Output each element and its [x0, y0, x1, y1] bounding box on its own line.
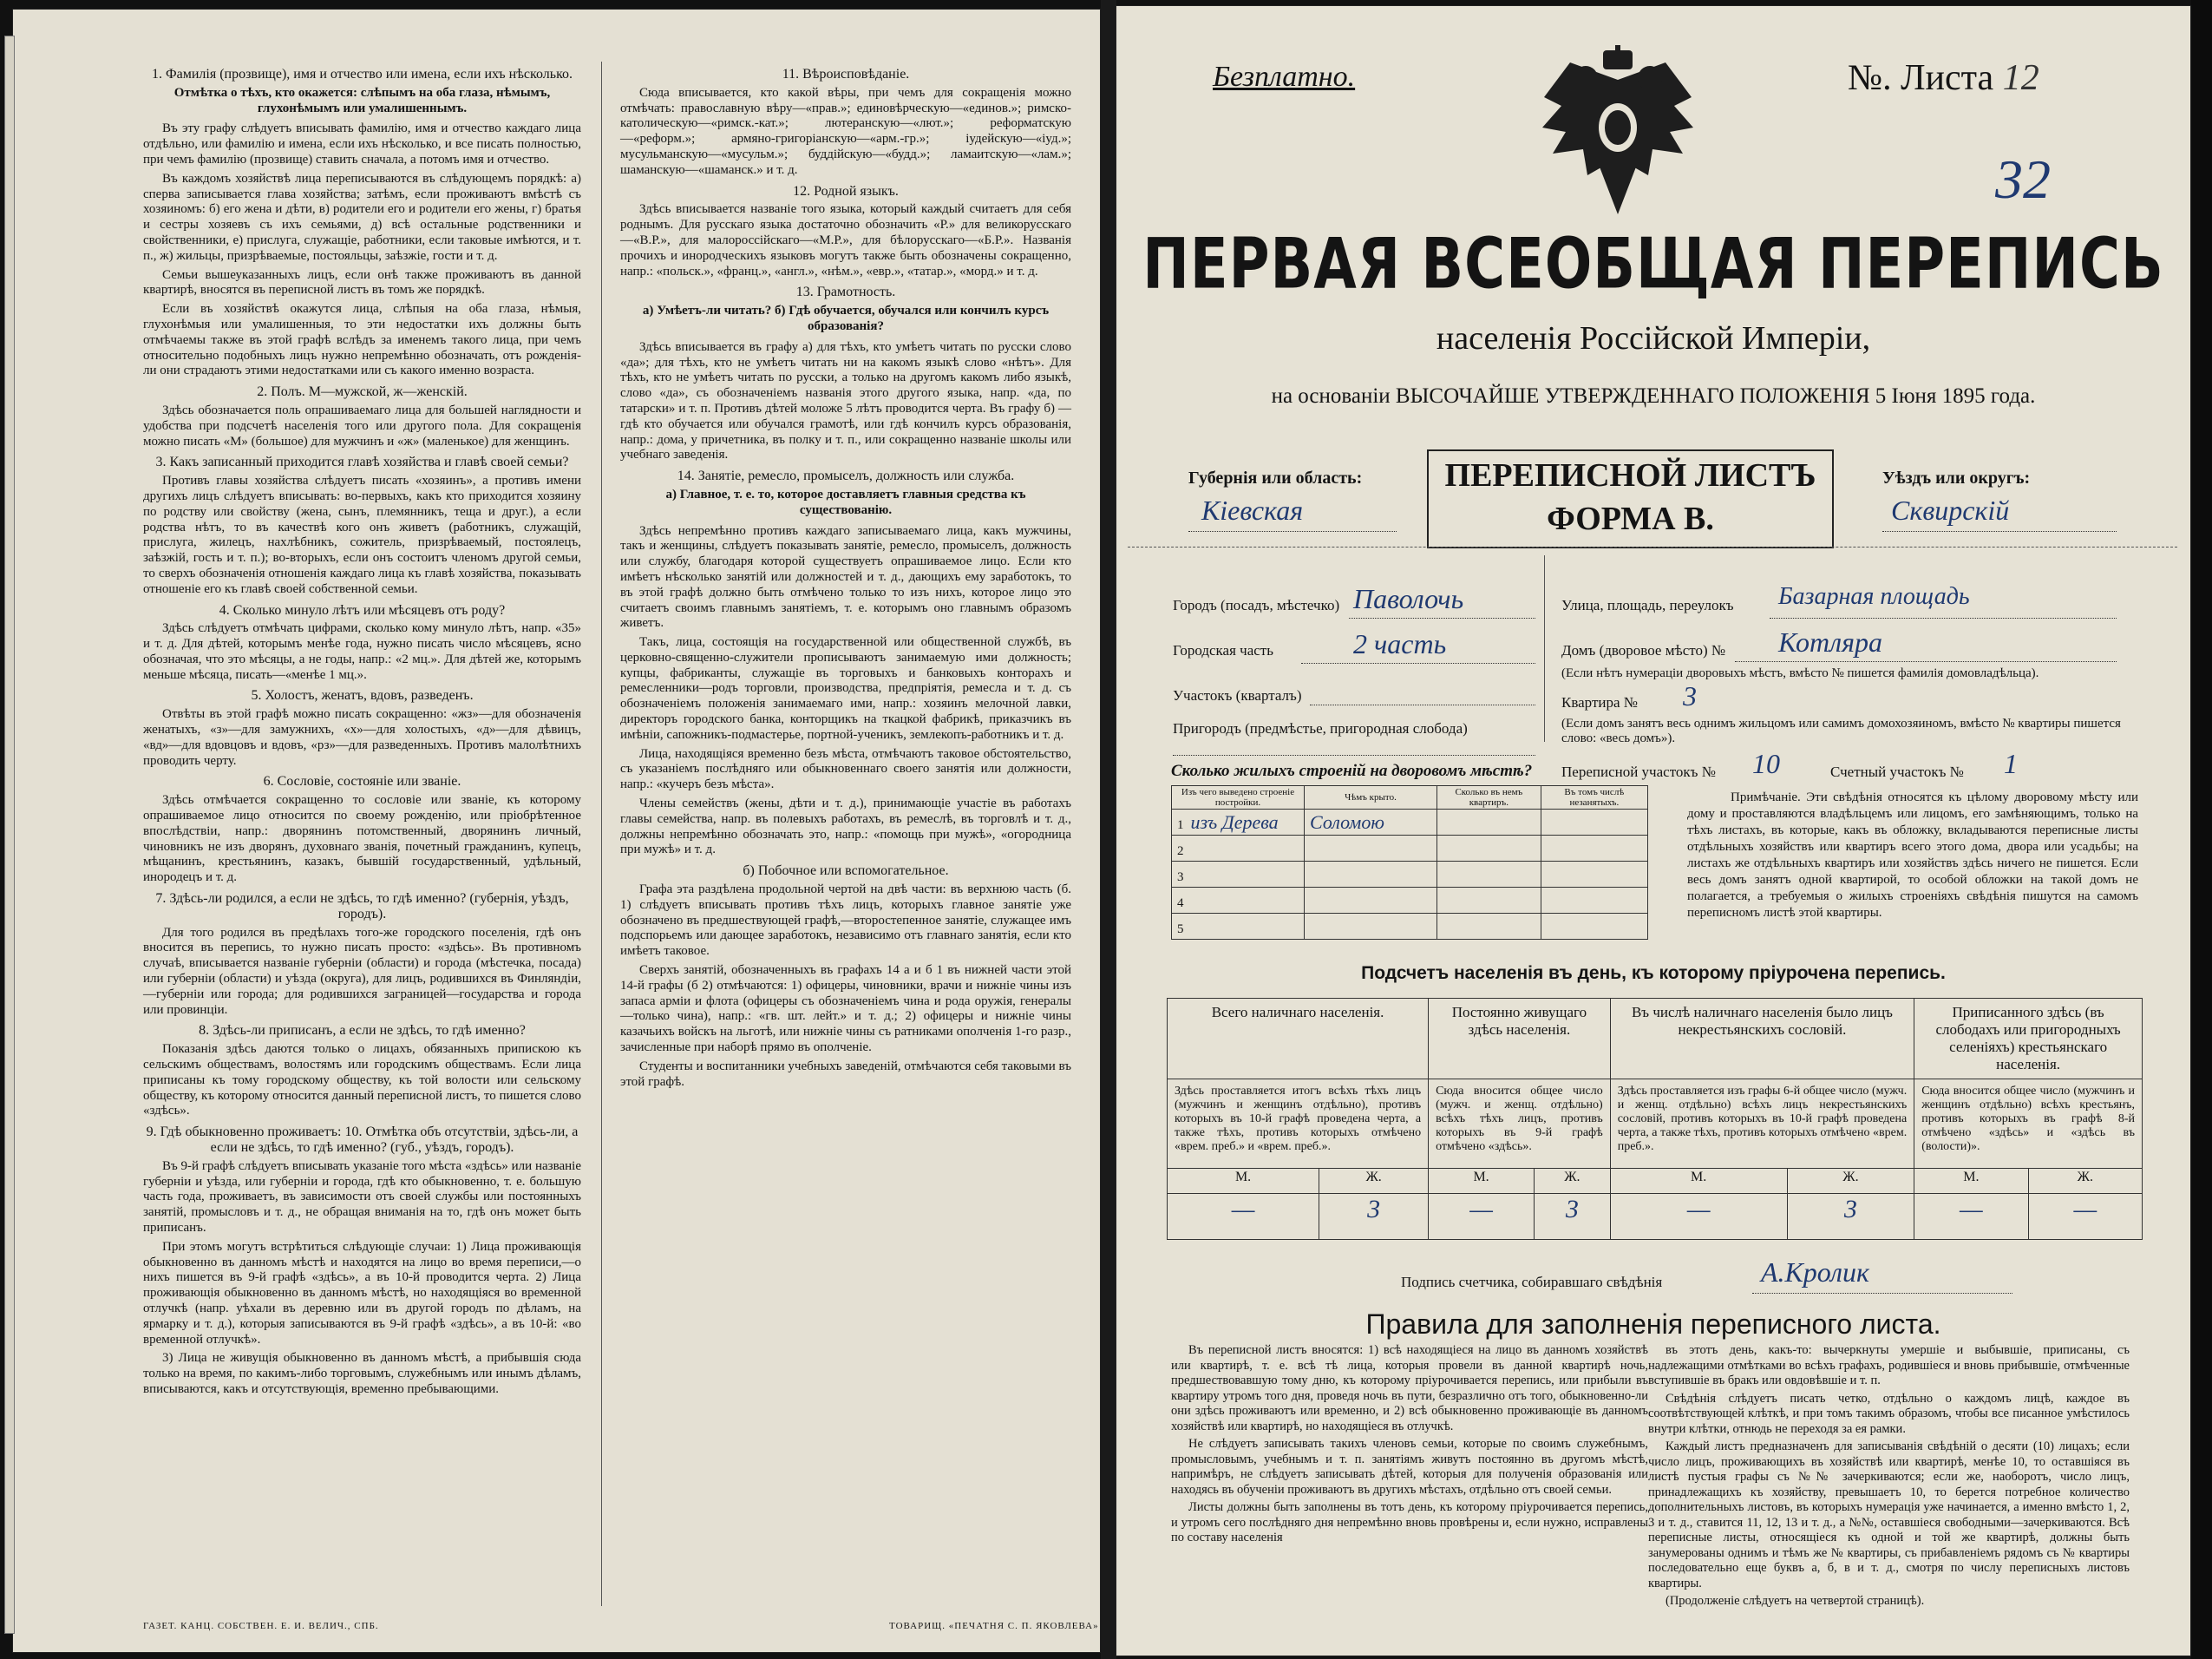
census-title: ПЕРВАЯ ВСЕОБЩАЯ ПЕРЕПИСЬ: [1142, 224, 2164, 305]
section-heading: 13. Грамотность.: [795, 285, 896, 300]
buildings-cell-material: [1172, 836, 1305, 862]
male-label: М.: [1914, 1169, 2028, 1194]
buildings-cell-roof: [1305, 862, 1437, 888]
instruction-paragraph: Если въ хозяйствѣ окажутся лица, слѣпыя на оба глаза, нѣмыя, глухонѣмыя или умалишенныя, то эти недостатки ихъ должны быть отмѣчаемы также въ этой графѣ вслѣдъ за именемъ такого лица, при чемъ относительно подобныхъ лицъ нужно непремѣнно обозначать, отъ рожденія-ли они страдаютъ этими недостатками или съ какого именно возраста.: [143, 302, 581, 378]
female-label: Ж.: [1787, 1169, 1914, 1194]
buildings-row: [1172, 862, 1648, 888]
buildings-cell-vacant: [1541, 836, 1647, 862]
census-desc: Здѣсь проставляется итогъ всѣхъ тѣхъ лицъ (мужчинъ и женщинъ отдѣльно), противъ которыхъ въ 10-й графѣ проведена черта, а также тѣхъ, противъ которыхъ отмѣчено «врем. преб.» и «врем. преб.».: [1168, 1079, 1429, 1169]
form-title: ПЕРЕПИСНОЙ ЛИСТЪ: [1444, 457, 1816, 494]
buildings-header-row: [1172, 786, 1648, 810]
census-mf-row: [1168, 1169, 2143, 1194]
instruction-paragraph: Графа эта раздѣлена продольной чертой на двѣ части: въ верхнюю часть (б. 1) слѣдуетъ вписывать противъ тѣхъ лицъ, которыхъ главное занятіе уже обозначено въ предшествующей графѣ,—второстепенное занятіе, служащее имъ подспорьемъ или дающее заработокъ, независимо отъ главнаго занятія, если кто имѣетъ таковое.: [620, 882, 1071, 959]
instruction-paragraph: Показанія здѣсь даются только о лицахъ, обязанныхъ припискою къ сельскимъ обществамъ, волостямъ или городскимъ обществамъ. Если лица приписаны къ тому городскому обществу, къ той волости или сельскому обществу, къ которому относится данный переписной листъ, то пишется слово «здѣсь».: [143, 1042, 581, 1118]
book-spine: [1101, 0, 1116, 1659]
ulica-line: [1770, 618, 2117, 619]
census-values-row: [1168, 1194, 2143, 1240]
row-number: 4: [1177, 895, 1184, 910]
instruction-paragraph: Члены семействъ (жены, дѣти и т. д.), принимающіе участіе въ работахъ главы семейства, напр. въ полевыхъ работахъ, въ ремеслѣ, въ торговлѣ и т. д., должны непремѣнно обозначать это, напр.: «помощь при мужѣ», «огородница при мужѣ» и т. д.: [620, 797, 1071, 857]
census-count-value: —: [1168, 1194, 1319, 1240]
buildings-row: [1172, 888, 1648, 914]
instructions-column-2: [620, 62, 1071, 1093]
section-heading: 6. Сословіе, состояніе или званіе.: [263, 774, 461, 790]
instruction-paragraph: Здѣсь обозначается поль опрашиваемаго лица для большей наглядности и удобства при подсчетѣ населенія того или другого пола. Для сокращенія можно писать «М» (большое) для мужчинъ и «ж» (маленькое) для женщинъ.: [143, 403, 581, 449]
section-subheading: а) Умѣетъ-ли читать? б) Гдѣ обучается, обучался или кончилъ курсъ образованія?: [642, 304, 1050, 333]
instruction-paragraph: Въ каждомъ хозяйствѣ лица переписываются въ слѣдующемъ порядкѣ: а) сперва записывается глава хозяйства; затѣмъ, если проживаютъ вмѣстѣ съ хозяиномъ: б) его жена и дѣти, в) родители его и родители его жены, г) братья и сестры хозяевъ съ ихъ семьями, д) всѣ остальные родственники и свойственники, е) прислуга, служащіе, работники, если таковые имѣются, и т. п., ж) жильцы, призрѣваемые, постояльцы, заѣзжіе, гости и т. д.: [143, 171, 581, 263]
instruction-paragraph: Лица, находящіяся временно безъ мѣста, отмѣчаютъ таковое обстоятельство, съ указаніемъ послѣдняго или обыкновеннаго своего занятія или должности, напр.: «кучеръ безъ мѣста».: [620, 746, 1071, 792]
male-label: М.: [1610, 1169, 1787, 1194]
census-count-value: —: [2028, 1194, 2142, 1240]
perep-uch-value: 10: [1752, 748, 1780, 779]
instruction-paragraph: Въ эту графу слѣдуетъ вписывать фамилію, имя и отчество каждаго лица отдѣльно, или фамилію и имена, если ихъ нѣсколько, и все писать полностью, при чемъ фамилію (прозвище) ставить сначала, а потомъ имя и отчество.: [143, 121, 581, 167]
instruction-paragraph: Студенты и воспитанники учебныхъ заведеній, отмѣчаются себя таковыми въ этой графѣ.: [620, 1059, 1071, 1089]
buildings-cell-apartments: [1437, 862, 1541, 888]
census-count-table: [1167, 998, 2143, 1240]
female-label: Ж.: [1319, 1169, 1429, 1194]
chast-label: Городская часть: [1173, 642, 1273, 659]
female-label: Ж.: [1535, 1169, 1611, 1194]
instruction-paragraph: Такъ, лица, состоящія на государственной или общественной службѣ, въ церковно-священно-служители прописываютъ занимаемую ими должность; купцы, фабриканты, служащіе въ торговыхъ и банковыхъ конторахъ и ремесленники—родъ торговли, производства, предпріятія, ремесла и т. д. съ обозначеніемъ положенія занимаемаго ими, напр.: хозяинъ мелочной лавки, директоръ городского банка, конторщикъ на ткацкой фабрикѣ, приказчикъ въ имѣніи, сапожникъ-подмастерье, портной-ученикъ, землекопъ-работникъ и т. д.: [620, 635, 1071, 742]
census-col-peasant: Приписанного здѣсь (въ слободахъ или пригородныхъ селеніяхъ) крестьянскаго населенія.: [1914, 999, 2143, 1079]
buildings-cell-roof: Соломою: [1305, 810, 1437, 836]
buildings-row: [1172, 914, 1648, 940]
rules-column-1: [1171, 1343, 1648, 1549]
chast-line: [1301, 663, 1535, 664]
rule-paragraph: Свѣдѣнія слѣдуетъ писать четко, отдѣльно о каждомъ лицѣ, каждое въ соотвѣтствующей клѣткѣ, и при томъ такимъ образомъ, чтобы все писанное умѣстилось внутри клѣтки, отнюдь не переходя за ея рамки.: [1648, 1391, 2130, 1436]
address-divider: [1128, 547, 2177, 548]
section-heading: 1. Фамилія (прозвище), имя и отчество или имена, если ихъ нѣсколько.: [151, 67, 573, 82]
instruction-paragraph: Здѣсь вписывается въ графу а) для тѣхъ, кто умѣетъ читать по русски слово «да»; для тѣхъ, кто не умѣетъ читать ни на какомъ языкѣ слово «нѣтъ». Для тѣхъ, кто не умѣетъ читать по русски, а только на другомъ какомъ либо языкѣ, слово «да», съ обозначеніемъ названія этого другого языка, напр. «да, по татарски» и т. п. Противъ дѣтей моложе 5 лѣтъ проводится черта. Въ графу б) — гдѣ кто обучается или обучался грамотѣ, или гдѣ кончилъ курсъ образованія, напр.: дома, у причетника, въ полку и т. п., или сокращенно названіе школы или учебнаго заведенія.: [620, 339, 1071, 462]
signature-value: А.Кролик: [1761, 1256, 1869, 1288]
printer-imprint-left: ГАЗЕТ. КАНЦ. СОБСТВЕН. Е. И. ВЕЛИЧ., СПБ.: [143, 1621, 379, 1631]
instruction-paragraph: Здѣсь отмѣчается сокращенно то сословіе или званіе, къ которому опрашиваемое лицо относится по своему рожденію, или пріобрѣтенное впослѣдствіи, напр.: дворянинъ потомственный, дворянинъ личный, чиновникъ не изъ дворянъ, духовнаго званія, почетный гражданинъ, купецъ, мѣщанинъ, крестьянинъ, казакъ, бывшій государственный, удѣльный, инородецъ и т. д.: [143, 793, 581, 885]
census-desc: Сюда вносится общее число (мужчинъ и женщинъ отдѣльно) всѣхъ крестьянъ, противъ которыхъ въ графѣ 8-й отмѣчено «здѣсь» и «здѣсь въ (волости)».: [1914, 1079, 2143, 1169]
census-col-nonpeasant: Въ числѣ наличнаго населенія было лицъ некрестьянскихъ сословій.: [1610, 999, 1914, 1079]
material-value: изъ Дерева: [1190, 810, 1279, 833]
section-heading: 8. Здѣсь-ли приписанъ, а если не здѣсь, то гдѣ именно?: [199, 1023, 526, 1039]
uezd-label: Уѣздъ или округъ:: [1882, 469, 2031, 488]
census-count-value: —: [1429, 1194, 1535, 1240]
buildings-cell-material: [1172, 888, 1305, 914]
signature-label: Подпись счетчика, собиравшаго свѣдѣнія: [1401, 1274, 1663, 1290]
buildings-col-roof: Чѣмъ крыто.: [1305, 786, 1437, 810]
row-number: 3: [1177, 869, 1184, 884]
prigorod-label: Пригородъ (предмѣстье, пригородная слобода): [1173, 720, 1468, 737]
gorod-value: Паволочь: [1353, 583, 1464, 614]
census-count-value: —: [1914, 1194, 2028, 1240]
perep-uch-label: Переписной участокъ №: [1561, 764, 1716, 780]
buildings-question: Сколько жилыхъ строеній на дворовомъ мѣстѣ?: [1171, 762, 1533, 780]
census-count-value: 3: [1787, 1194, 1914, 1240]
buildings-cell-roof: [1305, 888, 1437, 914]
uchastok-label: Участокъ (кварталъ): [1173, 687, 1302, 704]
census-desc: Здѣсь проставляется изъ графы 6-й общее число (мужч. и женщ. отдѣльно) всѣхъ лицъ некрестьянскихъ сословій, противъ которыхъ въ 10-й графѣ проведена черта, а также тѣхъ, противъ которыхъ отмѣчено «врем. преб.».: [1610, 1079, 1914, 1169]
instruction-paragraph: Семьи вышеуказанныхъ лицъ, если онѣ также проживаютъ въ данной квартирѣ, вносятся въ переписной листъ въ томъ же порядкѣ.: [143, 267, 581, 298]
address-vertical-divider: [1544, 555, 1545, 742]
buildings-col-apartments: Сколько въ немъ квартиръ.: [1437, 786, 1541, 810]
buildings-col-vacant: Въ томъ числѣ незанятыхъ.: [1541, 786, 1647, 810]
buildings-cell-apartments: [1437, 888, 1541, 914]
census-count-value: 3: [1319, 1194, 1429, 1240]
kv-label: Квартира №: [1561, 694, 1639, 711]
signature-line: [1752, 1293, 2012, 1294]
guberniya-label: Губернія или область:: [1188, 469, 1363, 488]
prigorod-line: [1173, 755, 1535, 756]
dom-label: Домъ (дворовое мѣсто) №: [1561, 642, 1726, 659]
census-decree: на основаніи ВЫСОЧАЙШЕ УТВЕРЖДЕННАГО ПОЛОЖЕНІЯ 5 Іюня 1895 года.: [1271, 384, 2036, 408]
ulica-label: Улица, площадь, переулокъ: [1561, 597, 1734, 613]
census-col-present: Всего наличнаго населенія.: [1168, 999, 1429, 1079]
sheet-number-label: №. Листа: [1848, 58, 1994, 98]
census-desc-row: [1168, 1079, 2143, 1169]
female-label: Ж.: [2028, 1169, 2142, 1194]
section-heading: 12. Родной языкъ.: [793, 183, 899, 199]
instruction-paragraph: Противъ главы хозяйства слѣдуетъ писать «хозяинъ», а противъ имени другихъ лицъ слѣдуетъ вписывать: во-первыхъ, какъ кто приходится хозяину по родству или свойству (жена, сынъ, племянникъ, теща и друг.), а если родства нѣтъ, то въ качествѣ кого онъ живетъ (работникъ, служащій, прислуга, жилецъ, нахлѣбникъ, сожитель, призрѣваемый, постоялецъ, заѣзжій, гость и т. п.); во-вторыхъ, если онъ состоитъ членомъ другой семьи, то сверхъ обозначенія отношенія каждаго лица къ главѣ хозяйства, показывать отношеніе его къ главѣ своей собственной семьи.: [143, 474, 581, 596]
census-subtitle: населенія Россійской Имперіи,: [1436, 320, 1871, 357]
guberniya-line: [1188, 531, 1397, 532]
dom-line: [1735, 661, 2117, 662]
sheet-number-value: 12: [2002, 58, 2039, 98]
buildings-row: [1172, 810, 1648, 836]
buildings-col-material: Изъ чего выведено строеніе постройки.: [1172, 786, 1305, 810]
dom-note: (Если нѣтъ нумераціи дворовыхъ мѣстъ, вмѣсто № пишется фамилія домовладѣльца).: [1561, 666, 2039, 680]
section-heading: 9. Гдѣ обыкновенно проживаетъ: 10. Отмѣтка объ отсутствіи, здѣсь-ли, а если не здѣсь, то гдѣ именно? (губ., уѣздъ, городъ).: [146, 1125, 579, 1155]
buildings-row: [1172, 836, 1648, 862]
buildings-cell-material: [1172, 914, 1305, 940]
chast-value: 2 часть: [1353, 628, 1447, 659]
section-heading: 14. Занятіе, ремесло, промыселъ, должность или служба.: [677, 469, 1015, 484]
handwritten-page-number: 32: [1995, 148, 2051, 210]
left-page: [12, 9, 1101, 1653]
double-headed-eagle-icon: [1535, 45, 1700, 219]
buildings-cell-vacant: [1541, 862, 1647, 888]
form-type: ФОРМА В.: [1547, 501, 1714, 537]
rules-title: Правила для заполненія переписного листа.: [1365, 1308, 1941, 1340]
row-number: 2: [1177, 843, 1184, 858]
free-of-charge-label: Безплатно.: [1213, 61, 1356, 93]
schet-uch-value: 1: [2004, 748, 2018, 779]
buildings-cell-roof: [1305, 836, 1437, 862]
instruction-paragraph: Сюда вписывается, кто какой вѣры, при чемъ для сокращенія можно отмѣчать: православную вѣру—«прав.»; единовѣрческую—«единов.»; римско-католическую—«римск.-кат.»; лютеранскую—«лют.»; реформатскую—«реформ.»; армяно-григоріанскую—«арм.-гр.»; іудейскую—«іуд.»; мусульманскую—«мусульм.»; буддійскую—«будд.»; ламаитскую—«лам.»; шаманскую—«шаманск.» и т. д.: [620, 85, 1071, 177]
section-heading: 11. Вѣроисповѣданіе.: [782, 67, 910, 82]
rule-paragraph: (Продолженіе слѣдуетъ на четвертой страницѣ).: [1666, 1594, 1925, 1608]
kv-note: (Если домъ занятъ весь однимъ жильцомъ или самимъ домохозяиномъ, вмѣсто № квартиры пишется слово: «весь домъ»).: [1561, 717, 2121, 745]
section-subheading: Отмѣтка о тѣхъ, кто окажется: слѣпымъ на оба глаза, нѣмымъ, глухонѣмымъ или умалишеннымъ.: [173, 85, 551, 115]
buildings-cell-vacant: [1541, 914, 1647, 940]
buildings-cell-roof: [1305, 914, 1437, 940]
gorod-line: [1349, 618, 1535, 619]
instruction-paragraph: Здѣсь вписывается названіе того языка, который каждый считаетъ для себя роднымъ. Для русскаго языка достаточно обозначить «Р.» для великорусскаго—«В.Р.», для малороссійскаго—«М.Р.», для бѣлорусскаго—«Б.Р.». Названія прочихъ и инородческихъ языковъ могутъ также быть обозначены сокращенно, напр.: «польск.», «франц.», «англ.», «нѣм.», «евр.», «татар.», «морд.» и т. д.: [620, 202, 1071, 279]
instruction-paragraph: 3) Лица не живущія обыкновенно въ данномъ мѣстѣ, а прибывшія сюда только на время, по какимъ-либо торговымъ, служебнымъ или инымъ дѣламъ, вписываются, какъ и отсутствующія, временно пребывающими.: [143, 1351, 581, 1396]
census-count-value: 3: [1535, 1194, 1611, 1240]
column-divider: [601, 62, 602, 1606]
instructions-column-1: [143, 62, 581, 1401]
section-subheading: а) Главное, т. е. то, которое доставляетъ главныя средства къ существованію.: [665, 487, 1026, 517]
row-number: 1: [1177, 817, 1184, 832]
buildings-cell-material: [1172, 810, 1305, 836]
row-number: 5: [1177, 921, 1184, 936]
male-label: М.: [1429, 1169, 1535, 1194]
buildings-cell-apartments: [1437, 836, 1541, 862]
dom-value: Котляра: [1778, 626, 1882, 658]
section-heading: б) Побочное или вспомогательное.: [743, 863, 949, 879]
buildings-note: Примѣчаніе. Эти свѣдѣнія относятся къ цѣлому дворовому мѣсту или дому и проставляются владѣльцемъ или лицомъ, его замѣняющимъ, только на тѣхъ листахъ, въ которые, какъ въ обложку, вкладываются переписные листы отдѣльныхъ хозяйствъ или квартиръ всего этого дома, двора или усадьбы; на листахъ же отдѣльныхъ квартиръ или хозяйствъ здѣсь ничего не пишется. Если весь домъ занятъ одной квартирой, то особой обложки на такой домъ не полагается, а требуемыя о жилыхъ строеніяхъ свѣдѣнія пишутся на самомъ переписномъ листѣ этой квартиры.: [1687, 790, 2138, 920]
section-heading: 5. Холостъ, женатъ, вдовъ, разведенъ.: [251, 688, 474, 704]
instruction-paragraph: Для того родился въ предѣлахъ того-же городского поселенія, гдѣ онъ вносится въ перепись, то нужно писать просто: «здѣсь». Въ противномъ случаѣ, вписывается названіе губерніи (области) и города (мѣстечка, посада) или губерніи (области) и уѣзда (округа), для лицъ, родившихся въ Финляндіи,—губерніи или города; для родившихся заграницей—государства и города или провинціи.: [143, 925, 581, 1017]
ulica-value: Базарная площадь: [1778, 583, 1970, 610]
census-desc: Сюда вносится общее число (мужч. и женщ. отдѣльно) всѣхъ тѣхъ лицъ, противъ которыхъ въ 9-й графѣ отмѣчено «здѣсь».: [1429, 1079, 1611, 1169]
page-edge: [4, 36, 15, 1634]
census-header-row: [1168, 999, 2143, 1079]
scan-border: [2191, 0, 2212, 1659]
form-box: [1427, 449, 1834, 548]
rules-column-2: [1648, 1343, 2130, 1612]
section-heading: 2. Полъ. М—мужской, ж—женскій.: [257, 384, 468, 400]
schet-uch-label: Счетный участокъ №: [1830, 764, 1964, 780]
rule-paragraph: Не слѣдуетъ записывать такихъ членовъ семьи, которые по своимъ служебнымъ, промысловымъ, учебнымъ и т. п. занятіямъ живутъ постоянно въ другомъ мѣстѣ, напримѣръ, не слѣдуетъ записывать дѣтей, которыя для полученія образованія или находясь въ обученіи проживаютъ въ другихъ мѣстахъ, отдѣльно отъ своей семьи.: [1171, 1437, 1648, 1497]
printer-imprint-right: ТОВАРИЩ. «ПЕЧАТНЯ С. П. ЯКОВЛЕВА»: [889, 1621, 1099, 1631]
uezd-value: Сквирскій: [1891, 495, 2010, 526]
census-count-value: —: [1610, 1194, 1787, 1240]
kv-value: 3: [1683, 680, 1697, 711]
rule-paragraph: Въ переписной листъ вносятся: 1) всѣ находящіеся на лицо въ данномъ хозяйствѣ или квартирѣ, т. е. всѣ тѣ лица, которыя провели въ данной квартирѣ ночь, предшествовавшую тому дню, къ которому пріурочивается перепись, или прибыли въ квартиру утромъ того дня, проведя ночь въ пути, безразлично отъ того, обыкновенно-ли они здѣсь проживаютъ или временно, и 2) всѣ обыкновенно проживающіе въ данномъ хозяйствѣ или квартирѣ, но находящіеся въ отлучкѣ.: [1171, 1343, 1648, 1433]
male-label: М.: [1168, 1169, 1319, 1194]
sheet-number: [1848, 57, 2039, 99]
section-heading: 4. Сколько минуло лѣтъ или мѣсяцевъ отъ роду?: [219, 602, 506, 618]
buildings-cell-apartments: [1437, 810, 1541, 836]
instruction-paragraph: Въ 9-й графѣ слѣдуетъ вписывать указаніе того мѣста «здѣсь» или названіе губерніи и уѣзда, или губерніи и города, гдѣ кто обыкновенно, т. е. большую часть года, проживаетъ, въ зависимости отъ своей службы или постоянныхъ занятій, промысловъ и т. д., не обращая вниманія на то, гдѣ онъ может быть приписанъ.: [143, 1158, 581, 1235]
rule-paragraph: въ этотъ день, какъ-то: вычеркнуты умершіе и выбывшіе, приписаны, съ надлежащими отмѣтками во всѣхъ графахъ, родившіеся и вновь прибывшіе, отмѣченные вступившіе въ бракъ или овдовѣвшіе и т. п.: [1648, 1343, 2130, 1387]
gorod-label: Городъ (посадъ, мѣстечко): [1173, 597, 1340, 613]
instruction-paragraph: Здѣсь непремѣнно противъ каждаго записываемаго лица, какъ мужчины, такъ и женщины, слѣдуетъ показывать занятіе, ремесло, промыселъ, должность или службу, благодаря которой существуетъ опрашиваемое лицо. Если кто имѣетъ нѣсколько занятій или должностей и т. д., дающихъ ему заработокъ, то въ этой графѣ должно быть отмѣчено только то изъ нихъ, которое лицо это считаетъ своимъ главнымъ занятіемъ, т. е. которымъ оно главнымъ образомъ живетъ.: [620, 523, 1071, 631]
instruction-paragraph: Отвѣты въ этой графѣ можно писать сокращенно: «жз»—для обозначенія женатыхъ, «з»—для замужнихъ, «х»—для холостыхъ, «д»—для дѣвицъ, «вд»—для вдовцовъ и вдовъ, «рз»—для разведенныхъ. Противъ малолѣтнихъ проводить черту.: [143, 707, 581, 768]
buildings-table: [1171, 785, 1648, 940]
buildings-cell-vacant: [1541, 810, 1647, 836]
section-heading: 7. Здѣсь-ли родился, а если не здѣсь, то гдѣ именно? (губернія, уѣздъ, городъ).: [155, 891, 569, 921]
section-heading: 3. Какъ записанный приходится главѣ хозяйства и главѣ своей семьи?: [155, 455, 569, 470]
instruction-paragraph: При этомъ могутъ встрѣтиться слѣдующіе случаи: 1) Лица проживающія обыкновенно въ данномъ мѣстѣ и находятся на лицо во время переписи,—о нихъ пишется въ 9-й графѣ «здѣсь», а въ 10-й проводится черта. 2) Лица проживающія обыкновенно въ данномъ мѣстѣ, но находящіяся во временной отлучкѣ (напр. уѣхали въ деревню или въ другой городъ по дѣламъ, на ярмарку и т. д.), которыя записываются въ 9-й графѣ «здѣсь», а въ 10-й: «во временной отлучкѣ».: [143, 1239, 581, 1347]
rule-paragraph: Листы должны быть заполнены въ тотъ день, къ которому пріурочивается перепись, и утромъ сего послѣдняго дня непремѣнно вновь провѣрены и, если нужно, исправлены по составу населенія: [1171, 1500, 1648, 1544]
buildings-cell-apartments: [1437, 914, 1541, 940]
uezd-line: [1882, 531, 2117, 532]
buildings-cell-material: [1172, 862, 1305, 888]
instruction-paragraph: Здѣсь слѣдуетъ отмѣчать цифрами, сколько кому минуло лѣтъ, напр. «35» и т. д. Для дѣтей, которымъ менѣе года, нужно писать число мѣсяцевъ, ясно обозначая, что это мѣсяцы, а не годы, напр.: «2 мц.». Для дѣтей же, которымъ меньше мѣсяца, писать—«менѣе 1 мц.».: [143, 621, 581, 682]
instruction-paragraph: Сверхъ занятій, обозначенныхъ въ графахъ 14 а и б 1 въ нижней части этой 14-й графы (б 2) отмѣчаются: 1) офицеры, чиновники, врачи и нижніе чины изъ запаса арміи и флота (офицеры съ обозначеніемъ чина и рода оружія, генералы—только чина), напр.: «гв. шт. лейт.» и т. д.; 2) офицеры и нижніе чины казачьихъ войскъ на льготѣ, или нижніе чины съ ратниками ополченія 1-го разр., зачисленные при наборѣ прямо въ ополченіе.: [620, 963, 1071, 1055]
guberniya-value: Кіевская: [1201, 495, 1304, 526]
census-count-title: Подсчетъ населенія въ день, къ которому пріурочена перепись.: [1361, 963, 1946, 983]
buildings-cell-vacant: [1541, 888, 1647, 914]
rule-paragraph: Каждый листъ предназначенъ для записыванія свѣдѣній о десяти (10) лицахъ; если число лицъ, проживающихъ въ хозяйствѣ или квартирѣ, менѣе 10, то оставшіяся въ листѣ пустыя графы съ №№ зачеркиваются; если же, наоборотъ, число лицъ, принадлежащихъ къ хозяйству, превышаетъ 10, то берется потребное количество дополнительныхъ листовъ, въ которыхъ нумерація уже начинается, а именно вмѣсто 1, 2, 3 и т. д., ставится 11, 12, 13 и т. д., а №№, оставшіеся свободными—зачеркиваются. Всѣ переписные листы, относящіеся къ одной и той же квартирѣ, должны быть занумерованы однимъ и тѣмъ же № квартиры, съ прибавленіемъ рядомъ съ № квартиры последовательно еще буквъ а, б, в и т. д., смотря по числу переписныхъ листовъ квартиры.: [1648, 1439, 2130, 1590]
census-col-permanent: Постоянно живущаго здѣсь населенія.: [1429, 999, 1611, 1079]
